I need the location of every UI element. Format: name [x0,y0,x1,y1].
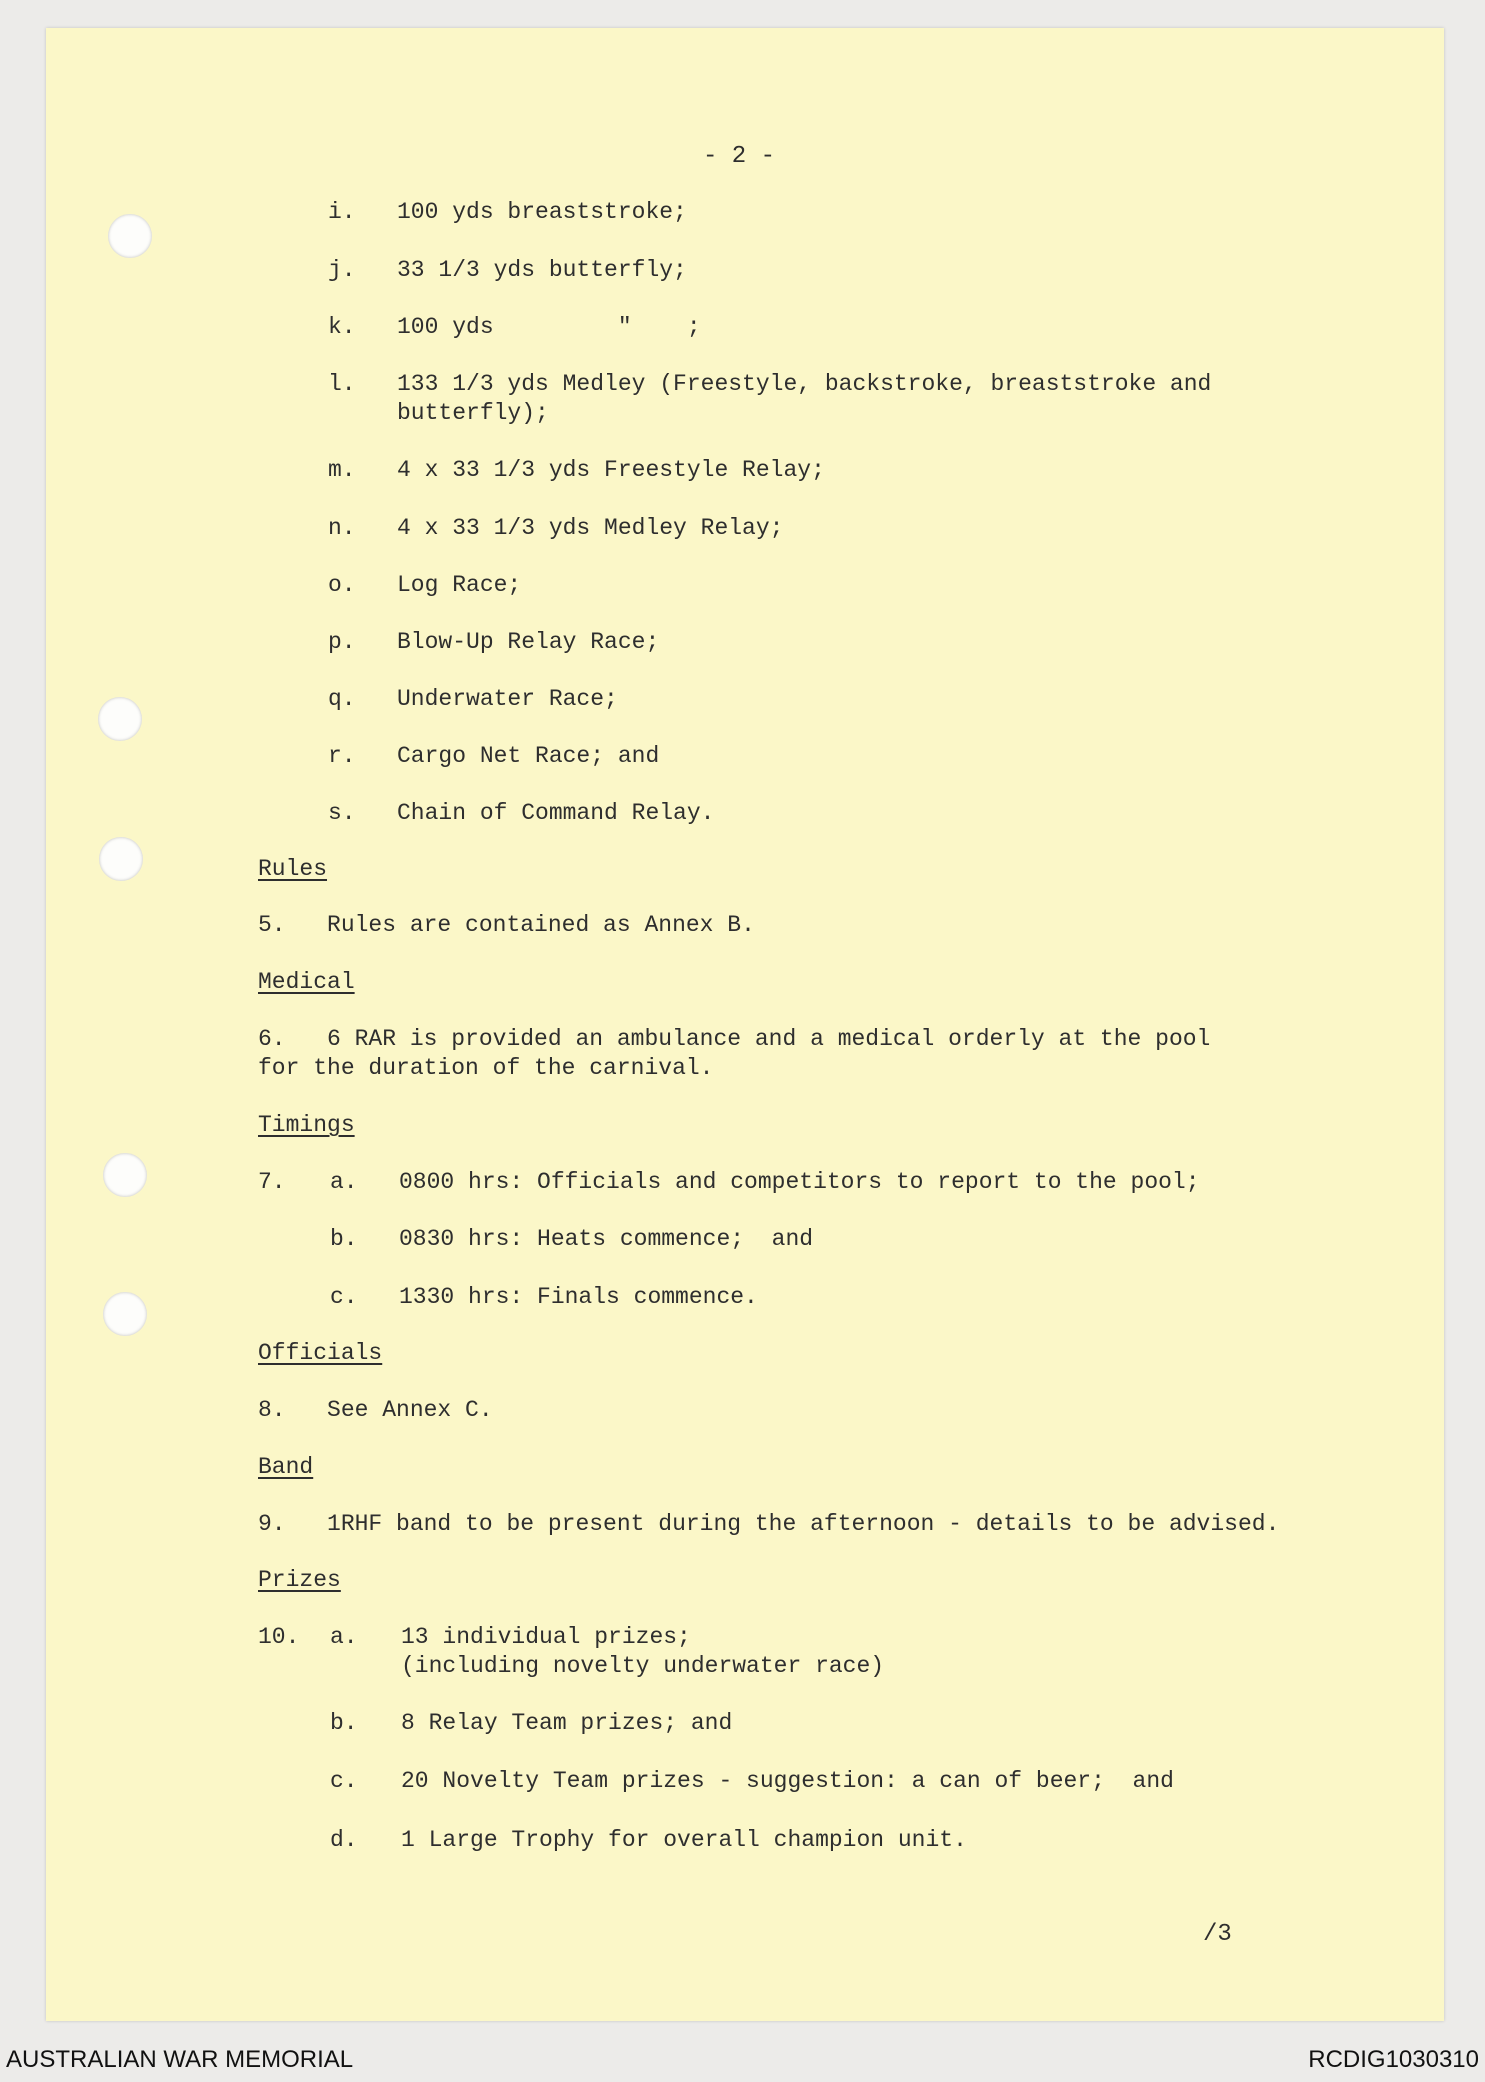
punch-hole [99,837,143,881]
page-number: - 2 - [703,143,776,170]
list-item-text: Blow-Up Relay Race; [397,629,660,655]
list-item-letter: a. [330,1169,358,1195]
paragraph-8: 8. See Annex C. [258,1397,493,1423]
list-item-text: 133 1/3 yds Medley (Freestyle, backstroke, breaststroke and [397,371,1212,397]
list-item-text: 1 Large Trophy for overall champion unit. [401,1827,967,1853]
footer-id: RCDIG1030310 [1308,2046,1479,2073]
list-item-letter: l. [328,371,356,397]
paragraph-6-continued: for the duration of the carnival. [258,1055,714,1081]
paragraph-number: 10. [258,1624,300,1650]
paragraph-number: 7. [258,1169,286,1195]
list-item-text: Underwater Race; [397,686,618,712]
list-item-text: Log Race; [397,572,522,598]
list-item-text-continued: (including novelty underwater race) [401,1653,885,1679]
list-item-letter: c. [330,1284,358,1310]
section-heading-rules: Rules [258,856,328,882]
punch-hole [108,214,152,258]
section-heading-prizes: Prizes [258,1567,341,1593]
list-item-letter: c. [330,1768,358,1794]
list-item-text: 33 1/3 yds butterfly; [397,257,687,283]
list-item-text: 1330 hrs: Finals commence. [399,1284,758,1310]
list-item-letter: n. [328,515,356,541]
list-item-text: 13 individual prizes; [401,1624,691,1650]
list-item-text: 100 yds " ; [397,314,701,340]
list-item-text: Cargo Net Race; and [397,743,660,769]
list-item-letter: r. [328,743,356,769]
list-item-letter: p. [328,629,356,655]
punch-hole [98,697,142,741]
section-heading-medical: Medical [258,969,355,995]
list-item-text: 0830 hrs: Heats commence; and [399,1226,814,1252]
list-item-text: 20 Novelty Team prizes - suggestion: a can of beer; and [401,1768,1174,1794]
list-item-text: 8 Relay Team prizes; and [401,1710,733,1736]
list-item-letter: s. [328,800,356,826]
list-item-text: 4 x 33 1/3 yds Medley Relay; [397,515,784,541]
section-heading-timings: Timings [258,1112,355,1138]
punch-hole [103,1153,147,1197]
section-heading-band: Band [258,1454,314,1480]
paragraph-5: 5. Rules are contained as Annex B. [258,912,755,938]
list-item-letter: b. [330,1710,358,1736]
list-item-letter: a. [330,1624,358,1650]
punch-hole [103,1292,147,1336]
footer-source: AUSTRALIAN WAR MEMORIAL [6,2046,354,2073]
paragraph-6: 6. 6 RAR is provided an ambulance and a medical orderly at the pool [258,1026,1211,1052]
list-item-letter: o. [328,572,356,598]
list-item-letter: j. [328,257,356,283]
list-item-letter: q. [328,686,356,712]
list-item-letter: d. [330,1827,358,1853]
list-item-text: 4 x 33 1/3 yds Freestyle Relay; [397,457,825,483]
list-item-letter: k. [328,314,356,340]
paragraph-9: 9. 1RHF band to be present during the afternoon - details to be advised. [258,1511,1280,1537]
list-item-letter: m. [328,457,356,483]
section-heading-officials: Officials [258,1340,383,1366]
list-item-text: Chain of Command Relay. [397,800,715,826]
list-item-letter: b. [330,1226,358,1252]
list-item-text: 100 yds breaststroke; [397,199,687,225]
list-item-letter: i. [328,199,356,225]
list-item-text-continued: butterfly); [397,400,549,426]
list-item-text: 0800 hrs: Officials and competitors to report to the pool; [399,1169,1200,1195]
continuation-marker: /3 [1203,1921,1232,1948]
